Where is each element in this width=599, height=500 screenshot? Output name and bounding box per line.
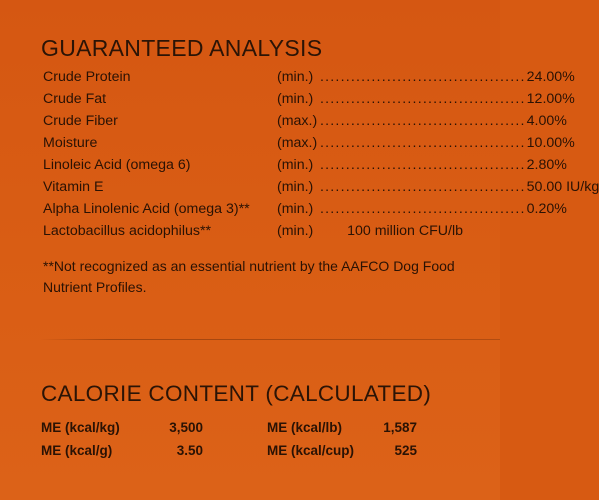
calorie-label: ME (kcal/g) (41, 443, 113, 458)
nutrient-name: Crude Fiber (43, 113, 118, 129)
nutrient-qualifier: (max.) (277, 135, 318, 151)
calorie-table (41, 420, 481, 466)
nutrient-name: Moisture (43, 135, 98, 151)
nutrient-value: 100 million CFU/lb (347, 223, 463, 239)
nutrient-qualifier: (min.) (277, 223, 314, 239)
calorie-row (41, 443, 481, 466)
analysis-row-crude-protein (43, 68, 575, 90)
analysis-row-crude-fiber (43, 112, 567, 134)
calorie-label: ME (kcal/cup) (267, 443, 355, 458)
nutrient-name: Alpha Linolenic Acid (omega 3)** (43, 201, 250, 217)
nutrient-qualifier: (min.) (277, 157, 314, 173)
calorie-label: ME (kcal/lb) (267, 420, 343, 435)
nutrient-name: Crude Protein (43, 69, 131, 85)
nutrient-value: 4.00% (526, 113, 567, 129)
analysis-row-moisture (43, 134, 575, 156)
nutrient-value: 0.20% (526, 201, 567, 217)
calorie-row (41, 420, 481, 443)
nutrient-qualifier: (min.) (277, 179, 314, 195)
nutrient-value: 50.00 IU/kg (526, 179, 599, 195)
nutrient-value: 12.00% (526, 91, 575, 107)
nutrient-qualifier: (min.) (277, 69, 314, 85)
nutrient-name: Linoleic Acid (omega 6) (43, 157, 191, 173)
nutrient-name: Crude Fat (43, 91, 107, 107)
analysis-row-alpha-linolenic-acid (43, 200, 567, 222)
analysis-row-linoleic-acid (43, 156, 567, 178)
nutrient-qualifier: (min.) (277, 91, 314, 107)
dot-leader: ........................................ (320, 113, 526, 129)
analysis-row-lactobacillus (43, 222, 463, 244)
dot-leader: ........................................ (320, 69, 526, 85)
dot-leader: ........................................ (320, 135, 526, 151)
calorie-value: 525 (394, 443, 417, 458)
nutrient-qualifier: (min.) (277, 201, 314, 217)
analysis-row-crude-fat (43, 90, 575, 112)
dot-leader: ........................................ (320, 201, 526, 217)
nutrient-value: 2.80% (526, 157, 567, 173)
nutrient-name: Lactobacillus acidophilus** (43, 223, 211, 239)
nutrient-value: 10.00% (526, 135, 575, 151)
analysis-row-vitamin-e (43, 178, 599, 200)
dot-leader: ........................................ (320, 91, 526, 107)
analysis-table (43, 68, 599, 244)
nutrient-value: 24.00% (526, 69, 575, 85)
calorie-value: 3,500 (169, 420, 203, 435)
dot-leader: ........................................ (320, 179, 526, 195)
calorie-value: 1,587 (383, 420, 417, 435)
section-divider (40, 339, 500, 340)
dot-leader: ........................................ (320, 157, 526, 173)
calorie-label: ME (kcal/kg) (41, 420, 120, 435)
nutrient-name: Vitamin E (43, 179, 104, 195)
calorie-value: 3.50 (176, 443, 203, 458)
calorie-content-title: CALORIE CONTENT (CALCULATED) (41, 381, 432, 406)
aafco-footnote: **Not recognized as an essential nutrient by the AAFCO Dog Food Nutrient Profiles. (43, 258, 455, 295)
nutrient-qualifier: (max.) (277, 113, 318, 129)
guaranteed-analysis-title: GUARANTEED ANALYSIS (41, 35, 323, 61)
